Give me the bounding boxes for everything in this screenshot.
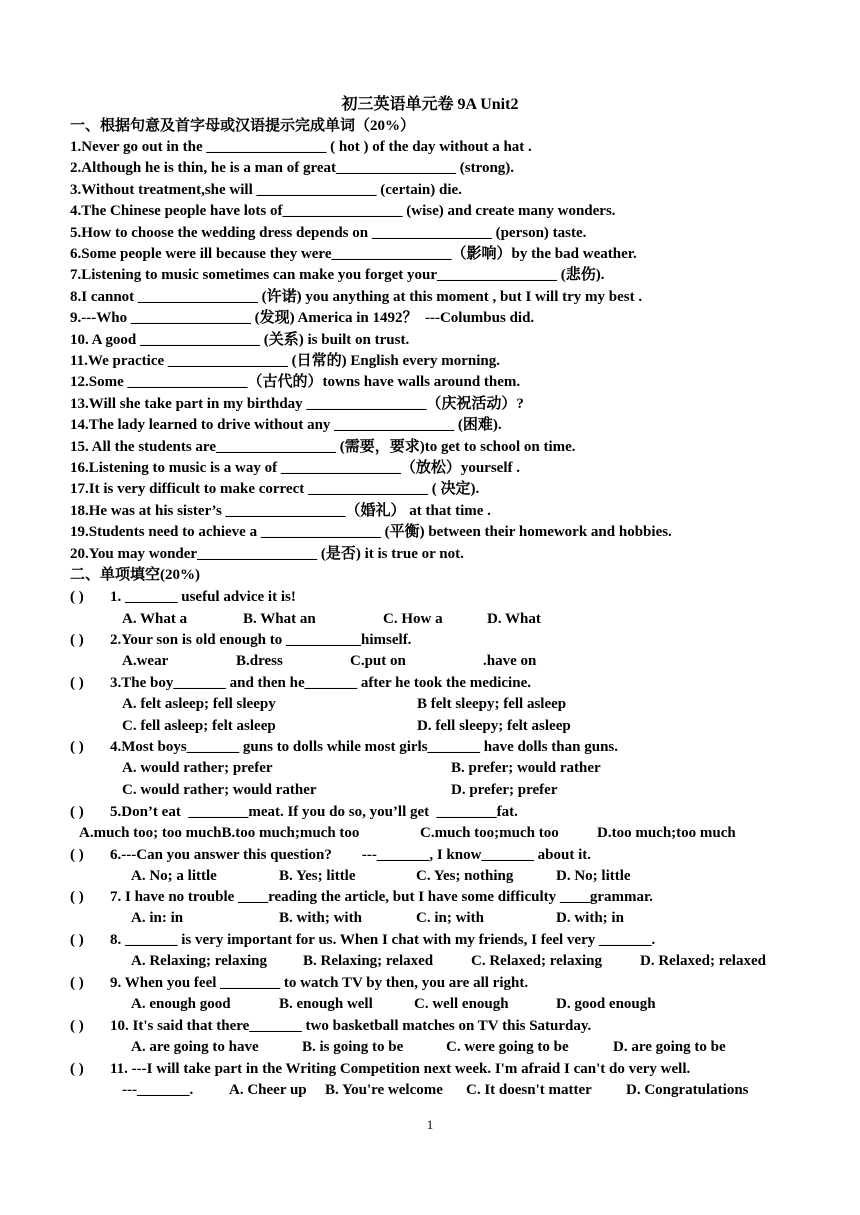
fill-in-item: 1.Never go out in the ________________ ( hot ) of the day without a hat .: [70, 139, 532, 155]
fill-in-item: 2.Although he is thin, he is a man of great________________ (strong).: [70, 160, 515, 177]
option-a: A. would rather; prefer: [122, 760, 273, 776]
option-b: B. Yes; little: [279, 868, 356, 884]
option-d: D. are going to be: [613, 1039, 726, 1055]
answer-blank: ( ): [70, 847, 84, 863]
option-c: C. in; with: [416, 910, 484, 926]
question-stem: 6.---Can you answer this question? ---_______, I know_______ about it.: [110, 847, 592, 863]
option-a: A. enough good: [131, 996, 231, 1012]
question-stem: 11. ---I will take part in the Writing Competition next week. I'm afraid I can't do very well.: [110, 1061, 691, 1077]
question-stem: 9. When you feel ________ to watch TV by then, you are all right.: [110, 975, 529, 991]
option-b: B. You're welcome: [325, 1082, 443, 1098]
question-stem: 7. I have no trouble ____reading the article, but I have some difficulty ____grammar.: [110, 889, 654, 905]
fill-in-item: 9.---Who ________________ (发现) America in 1492？ ---Columbus did.: [70, 310, 535, 327]
option-a: A. What a: [122, 611, 188, 627]
question-stem: 5.Don’t eat ________meat. If you do so, you’ll get ________fat.: [110, 804, 518, 820]
option-c: C.put on: [350, 653, 406, 669]
answer-blank: ( ): [70, 675, 84, 691]
option-b: B. is going to be: [302, 1039, 404, 1055]
option-c: C. Yes; nothing: [416, 868, 514, 884]
option-a: A.wear: [122, 653, 169, 669]
section2-heading: 二、单项填空(20%): [70, 567, 200, 583]
option-a: A. Relaxing; relaxing: [131, 953, 267, 969]
section1-heading: 一、根据句意及首字母或汉语提示完成单词（20%）: [70, 118, 416, 134]
page-title: 初三英语单元卷 9A Unit2: [341, 96, 519, 113]
answer-blank: ( ): [70, 1061, 84, 1077]
option-b: B. enough well: [279, 996, 373, 1012]
answer-blank: ( ): [70, 589, 84, 605]
fill-in-item: 6.Some people were ill because they were________________（影响）by the bad weather.: [70, 246, 637, 262]
page-number: 1: [426, 1117, 434, 1132]
option-a: A. felt asleep; fell sleepy: [122, 696, 276, 712]
fill-in-item: 5.How to choose the wedding dress depends on ________________ (person) taste.: [70, 224, 587, 241]
option-c: C. How a: [383, 611, 443, 627]
answer-blank: ( ): [70, 632, 84, 648]
option-a: A. in: in: [131, 910, 184, 926]
option-c: C. fell asleep; felt asleep: [122, 718, 276, 734]
question-stem: 1. _______ useful advice it is!: [110, 589, 296, 605]
option-c: D.too much;too much: [597, 825, 736, 841]
question-stem: 3.The boy_______ and then he_______ after he took the medicine.: [110, 675, 531, 691]
fill-in-item: 20.You may wonder________________ (是否) it is true or not.: [70, 545, 464, 562]
option-b: B. Relaxing; relaxed: [303, 953, 434, 969]
option-a: A. No; a little: [131, 868, 217, 884]
option-b: B. What an: [243, 611, 316, 627]
answer-blank: ( ): [70, 1018, 84, 1034]
fill-in-item: 15. All the students are________________ (需要，要求)to get to school on time.: [70, 438, 576, 455]
question-stem: 4.Most boys_______ guns to dolls while most girls_______ have dolls than guns.: [110, 739, 618, 755]
question-stem: 10. It's said that there_______ two basketball matches on TV this Saturday.: [110, 1018, 592, 1034]
option-d: D. good enough: [556, 996, 656, 1012]
question-stem: 2.Your son is old enough to __________himself.: [110, 632, 412, 648]
fill-in-item: 12.Some ________________（古代的）towns have walls around them.: [70, 374, 521, 391]
option-b: B. with; with: [279, 910, 362, 926]
option-a: A.much too; too muchB.too much;much too: [79, 825, 360, 841]
option-d: D. Relaxed; relaxed: [640, 953, 766, 969]
option-c: C. well enough: [414, 996, 509, 1012]
option-d: D. Congratulations: [626, 1082, 749, 1098]
answer-prefix: ---_______.: [122, 1082, 194, 1098]
fill-in-item: 10. A good ________________ (关系) is built on trust.: [70, 331, 410, 348]
option-d: .have on: [483, 653, 537, 669]
option-d: D. What: [487, 611, 541, 627]
option-d: D. fell sleepy; felt asleep: [417, 718, 571, 734]
option-c: C. would rather; would rather: [122, 782, 317, 798]
option-c: C. It doesn't matter: [466, 1082, 592, 1098]
option-c: C. Relaxed; relaxing: [471, 953, 602, 969]
option-b: B.dress: [236, 653, 283, 669]
option-d: D. No; little: [556, 868, 631, 884]
fill-in-item: 7.Listening to music sometimes can make you forget your________________ (悲伤).: [70, 267, 605, 284]
option-a: A. are going to have: [131, 1039, 259, 1055]
option-b: C.much too;much too: [420, 825, 559, 841]
option-c: C. were going to be: [446, 1039, 569, 1055]
option-d: D. with; in: [556, 910, 624, 926]
fill-in-item: 13.Will she take part in my birthday ________________（庆祝活动）?: [70, 395, 524, 412]
answer-blank: ( ): [70, 739, 84, 755]
fill-in-item: 3.Without treatment,she will ________________ (certain) die.: [70, 181, 462, 198]
option-a: A. Cheer up: [229, 1082, 307, 1098]
answer-blank: ( ): [70, 932, 84, 948]
fill-in-item: 4.The Chinese people have lots of________________ (wise) and create many wonders.: [70, 203, 616, 220]
fill-in-item: 8.I cannot ________________ (许诺) you anything at this moment , but I will try my best .: [70, 288, 643, 305]
fill-in-item: 17.It is very difficult to make correct ________________ ( 决定).: [70, 481, 480, 498]
option-b: B. prefer; would rather: [451, 760, 601, 776]
answer-blank: ( ): [70, 889, 84, 905]
fill-in-item: 19.Students need to achieve a ________________ (平衡) between their homework and hobbies.: [70, 524, 672, 541]
fill-in-item: 14.The lady learned to drive without any ________________ (困难).: [70, 417, 502, 434]
fill-in-item: 11.We practice ________________ (日常的) English every morning.: [70, 353, 500, 369]
option-d: D. prefer; prefer: [451, 782, 558, 798]
answer-blank: ( ): [70, 804, 84, 820]
option-b: B felt sleepy; fell asleep: [417, 696, 567, 712]
answer-blank: ( ): [70, 975, 84, 991]
fill-in-item: 16.Listening to music is a way of ________________（放松）yourself .: [70, 460, 521, 476]
fill-in-item: 18.He was at his sister’s ________________（婚礼） at that time .: [70, 502, 491, 519]
question-stem: 8. _______ is very important for us. When I chat with my friends, I feel very _______.: [110, 932, 656, 948]
